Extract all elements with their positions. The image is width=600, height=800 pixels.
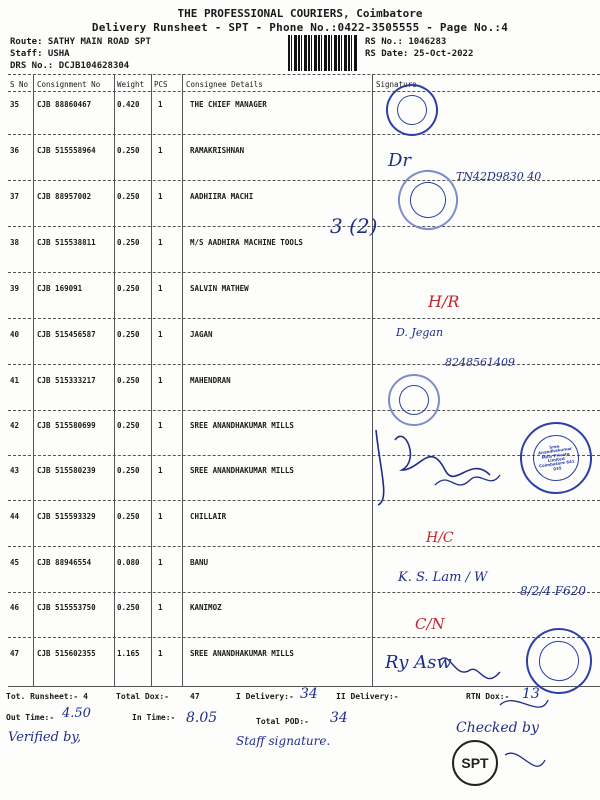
row-consignment: CJB 515593329 (37, 512, 96, 521)
row-consignee: BANU (190, 558, 209, 567)
total-dox-value: 47 (190, 692, 200, 701)
in-time-value: 8.05 (186, 710, 218, 726)
row-consignee: M/S AADHIRA MACHINE TOOLS (190, 238, 303, 247)
row-consignee: KANIMOZ (190, 603, 222, 612)
col-consignment: Consignment No (37, 80, 101, 89)
route-label: Route: SATHY MAIN ROAD SPT (10, 37, 151, 47)
row-pcs: 1 (158, 330, 163, 339)
row-sno: 37 (10, 192, 20, 201)
row-pcs: 1 (158, 466, 163, 475)
row-sno: 41 (10, 376, 20, 385)
signature-row36: Dr (388, 150, 412, 171)
row-weight: 0.250 (117, 330, 140, 339)
row-consignment: CJB 169091 (37, 284, 83, 293)
row-weight: 0.250 (117, 603, 140, 612)
row-consignment: CJB 515456587 (37, 330, 96, 339)
row-consignment: CJB 88946554 (37, 558, 92, 567)
signature-row45: K. S. Lam / W (398, 570, 488, 585)
status-mark-row46: C/N (415, 615, 445, 633)
total-pod-label: Total POD:- (256, 717, 309, 726)
row-pcs: 1 (158, 512, 163, 521)
row-pcs: 1 (158, 376, 163, 385)
row-sno: 47 (10, 649, 20, 658)
row-consignee: AADHIIRA MACHI (190, 192, 254, 201)
row-consignee: THE CHIEF MANAGER (190, 100, 267, 109)
vehicle-ref-row37: TN42D9830 40 (456, 170, 542, 183)
scribble-row42-43 (376, 430, 490, 505)
staff-signature-label: Staff signature. (236, 734, 331, 748)
row-sno: 38 (10, 238, 20, 247)
stamp-inner: Sree Anandhakumar Mills Private Limited Coimbatore 641 035 (530, 432, 583, 485)
row-pcs: 1 (158, 603, 163, 612)
row-consignment: CJB 515580239 (37, 466, 96, 475)
row-pcs: 1 (158, 100, 163, 109)
col-pcs: PCS (154, 80, 168, 89)
row-consignment: CJB 515538811 (37, 238, 96, 247)
signature-row47: Ry Asw (385, 652, 452, 673)
ii-delivery-label: II Delivery:- (336, 692, 399, 701)
row-consignment: CJB 515580699 (37, 421, 96, 430)
row-consignee: MAHENDRAN (190, 376, 231, 385)
row-consignee: SREE ANANDHAKUMAR MILLS (190, 649, 294, 658)
out-time-value: 4.50 (62, 706, 91, 721)
row-sno: 46 (10, 603, 20, 612)
status-mark-row44: H/C (426, 530, 454, 546)
row-weight: 0.250 (117, 466, 140, 475)
status-mark-row39: H/R (428, 292, 460, 311)
rtn-dox-label: RTN Dox:- (466, 692, 510, 701)
row-consignment: CJB 515558964 (37, 146, 96, 155)
phone-row40: 8248561409 (445, 356, 515, 369)
row-pcs: 1 (158, 284, 163, 293)
row-weight: 0.250 (117, 146, 140, 155)
row-weight: 0.250 (117, 421, 140, 430)
row-pcs: 1 (158, 238, 163, 247)
company-title: THE PROFESSIONAL COURIERS, Coimbatore (177, 7, 423, 20)
verified-by: Verified by, (8, 730, 82, 745)
bracket-mark-row38: 3 (2) (330, 214, 378, 238)
out-time-label: Out Time:- (6, 713, 55, 722)
row-pcs: 1 (158, 146, 163, 155)
tot-runsheet: Tot. Runsheet:- 4 (6, 692, 88, 701)
row-pcs: 1 (158, 558, 163, 567)
row-sno: 45 (10, 558, 20, 567)
rs-number: RS No.: 1046283 (365, 37, 447, 47)
row-weight: 0.250 (117, 192, 140, 201)
col-signature: Signature (376, 80, 417, 89)
staff-label: Staff: USHA (10, 49, 70, 59)
total-dox-label: Total Dox:- (116, 692, 169, 701)
col-sno: S No (10, 80, 29, 89)
row-sno: 40 (10, 330, 20, 339)
spt-stamp: SPT (452, 740, 498, 786)
row-sno: 44 (10, 512, 20, 521)
row-consignee: SALVIN MATHEW (190, 284, 249, 293)
scribble-row43 (435, 475, 500, 485)
row-weight: 0.250 (117, 512, 140, 521)
row-consignee: JAGAN (190, 330, 213, 339)
row-weight: 0.250 (117, 376, 140, 385)
rs-date: RS Date: 25-Oct-2022 (365, 49, 474, 59)
stamp-inner (537, 639, 581, 683)
row-consignee: CHILLAIR (190, 512, 227, 521)
row-consignee: RAMAKRISHNAN (190, 146, 245, 155)
row-consignee: SREE ANANDHAKUMAR MILLS (190, 421, 294, 430)
row-weight: 0.250 (117, 284, 140, 293)
row-consignment: CJB 88860467 (37, 100, 92, 109)
row-pcs: 1 (158, 421, 163, 430)
checked-by: Checked by (456, 720, 539, 736)
row-consignment: CJB 88957002 (37, 192, 92, 201)
runsheet-title: Delivery Runsheet - SPT - Phone No.:0422-3505555 - Page No.:4 (91, 21, 509, 34)
row-sno: 36 (10, 146, 20, 155)
i-delivery-value: 34 (300, 686, 318, 702)
row-consignment: CJB 515602355 (37, 649, 96, 658)
row-sno: 42 (10, 421, 20, 430)
row-weight: 0.420 (117, 100, 140, 109)
row-consignee: SREE ANANDHAKUMAR MILLS (190, 466, 294, 475)
row-weight: 1.165 (117, 649, 140, 658)
signature-row40: D. Jegan (396, 326, 444, 339)
row-weight: 0.080 (117, 558, 140, 567)
row-pcs: 1 (158, 649, 163, 658)
row-consignment: CJB 515333217 (37, 376, 96, 385)
total-pod-value: 34 (330, 710, 348, 726)
row-sno: 35 (10, 100, 20, 109)
rtn-dox-value: 13 (522, 686, 540, 702)
row-sno: 39 (10, 284, 20, 293)
row-weight: 0.250 (117, 238, 140, 247)
col-consignee: Consignee Details (186, 80, 263, 89)
in-time-label: In Time:- (132, 713, 176, 722)
row-sno: 43 (10, 466, 20, 475)
row-pcs: 1 (158, 192, 163, 201)
i-delivery-label: I Delivery:- (236, 692, 294, 701)
ref-row45: 8/2/4 F620 (520, 584, 587, 598)
drs-label: DRS No.: DCJB104628304 (10, 61, 130, 71)
row-consignment: CJB 515553750 (37, 603, 96, 612)
col-weight: Weight (117, 80, 145, 89)
